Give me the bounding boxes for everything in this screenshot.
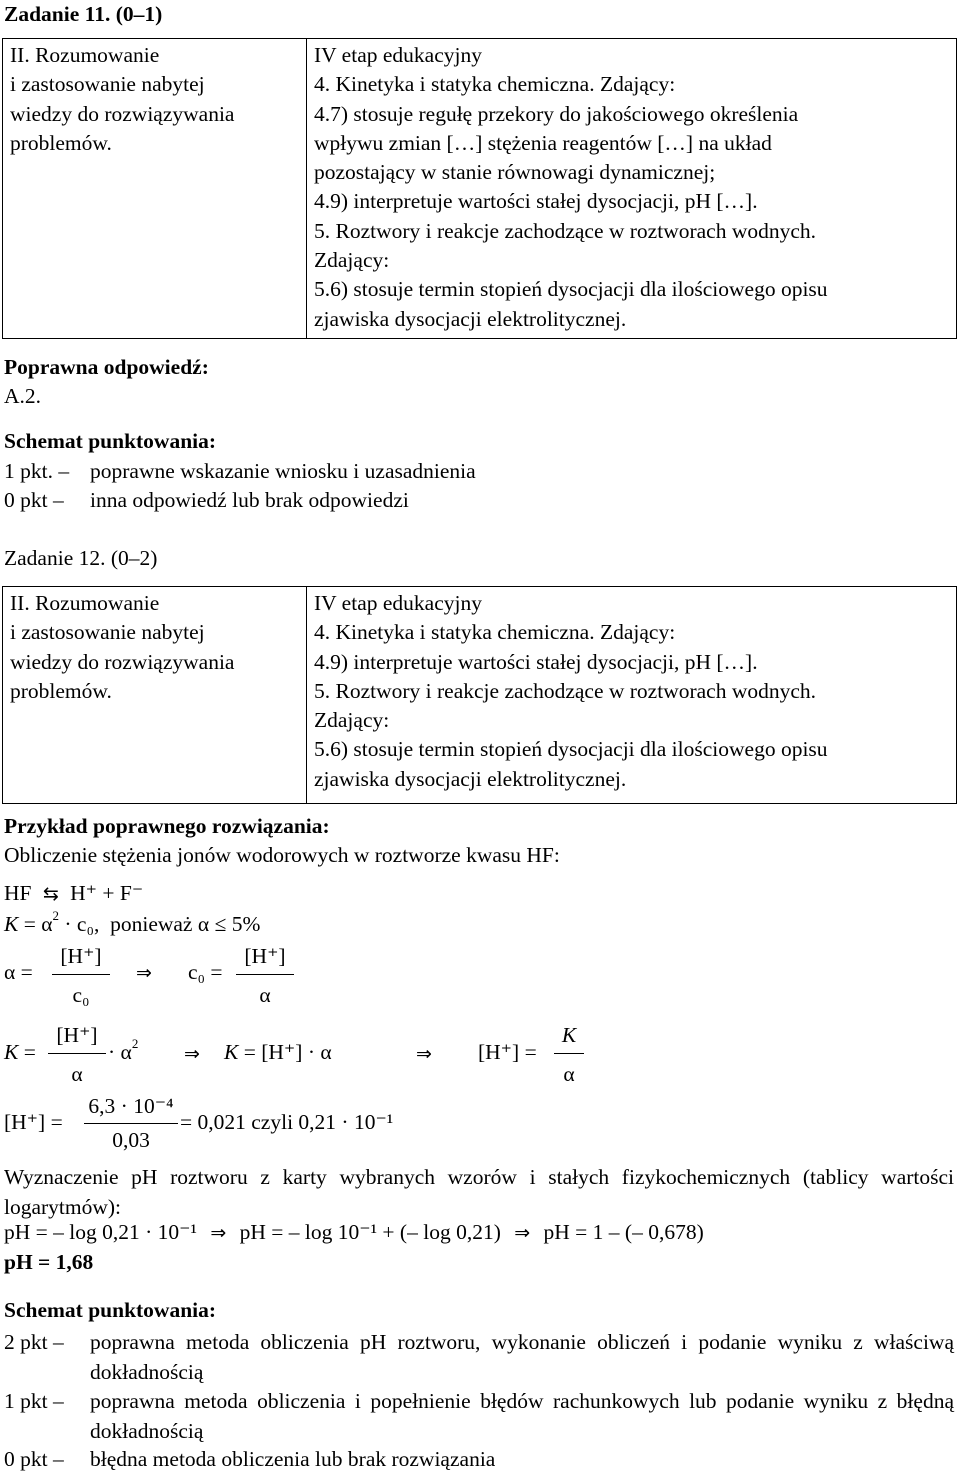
task11-curriculum-line: zjawiska dysocjacji elektrolitycznej. (314, 306, 627, 331)
task11-skill-line: wiedzy do rozwiązywania (10, 101, 235, 126)
c0-equation: c₀ = (188, 960, 223, 984)
task12-scheme-label: Schemat punktowania: (4, 1298, 217, 1322)
scheme-text: poprawna metoda obliczenia pH roztworu, wykonanie obliczeń i podanie wyniku z właściwą dokładnością (90, 1330, 954, 1384)
implies-arrow-icon: ⇒ (136, 962, 152, 984)
percent-value: 5% (231, 912, 261, 936)
scheme-points: 0 pkt – (4, 1447, 64, 1471)
fraction-bar (52, 974, 110, 975)
task12-curriculum-line: 4. Kinetyka i statyka chemiczna. Zdający: (314, 620, 676, 645)
task11-skill-line: problemów. (10, 130, 112, 155)
scheme-points: 2 pkt – (4, 1330, 64, 1354)
task11-curriculum-line: 5. Roztwory i reakcje zachodzące w roztworach wodnych. (314, 218, 817, 243)
task12-curriculum-line: IV etap edukacyjny (314, 591, 482, 615)
ph-step: pH = – log 0,21 · 10⁻¹ (4, 1220, 197, 1244)
fraction-denominator: α (71, 1062, 83, 1086)
h-plus-calc: [H⁺] = (4, 1110, 63, 1134)
result-value: 0,021 czyli 0,21 · 10⁻¹ (197, 1110, 394, 1134)
k-simplified: K = [H⁺] · α (224, 1040, 332, 1064)
task12-curriculum-line: 5. Roztwory i reakcje zachodzące w roztworach wodnych. (314, 678, 817, 703)
alpha-symbol: α (120, 1040, 132, 1064)
fraction-bar (48, 1053, 106, 1054)
task11-curriculum-line: wpływu zmian […] stężenia reagentów […] na układ (314, 130, 772, 155)
dissociation-products: H⁺ + F⁻ (70, 881, 144, 905)
task12-requirements-table (2, 586, 957, 804)
fraction-bar (236, 974, 294, 975)
fraction-numerator: [H⁺] (60, 944, 102, 968)
k-symbol: K (224, 1040, 239, 1064)
task11-scheme-row (4, 488, 409, 513)
ostwald-law: $K = \alpha^2 \cdot c_0$, ponieważ α ≤ 5% (4, 908, 261, 936)
task12-scheme-row (4, 1445, 954, 1475)
implies-arrow-icon: ⇒ (416, 1043, 432, 1065)
scheme-text: błędna metoda obliczenia lub brak rozwiązania (90, 1447, 496, 1471)
fraction-bar (554, 1053, 584, 1054)
scheme-text: poprawna metoda obliczenia i popełnienie błędów rachunkowych lub podanie wyniku z błędną dokładnością (90, 1389, 954, 1443)
c0-symbol: c₀ (76, 912, 94, 936)
task11-curriculum-line: IV etap edukacyjny (314, 43, 482, 67)
fraction-bar (84, 1123, 178, 1124)
because-word: ponieważ (110, 912, 193, 936)
task12-skill-line: problemów. (10, 678, 112, 703)
fraction-numerator: [H⁺] (56, 1023, 98, 1047)
ph-step: pH = – log 10⁻¹ + (– log 0,21) (239, 1220, 501, 1244)
fraction-numerator: 6,3 · 10⁻⁴ (88, 1094, 174, 1118)
alpha-equation: α = (4, 960, 33, 984)
task12-curriculum-cell (307, 587, 957, 804)
ph-step: pH = 1 – (– 0,678) (543, 1220, 704, 1244)
task11-requirements-table (2, 38, 957, 339)
task12-curriculum-line: 5.6) stosuje termin stopień dysocjacji dla ilościowego opisu (314, 737, 828, 762)
task11-skill-line: II. Rozumowanie (10, 43, 160, 67)
task11-answer: A.2. (4, 384, 42, 408)
task11-curriculum-line: 4.9) interpretuje wartości stałej dysocjacji, pH […]. (314, 189, 758, 214)
h-plus-symbol: [H⁺] (261, 1040, 303, 1064)
implies-arrow-icon: ⇒ (210, 1222, 227, 1244)
k-symbol: K (561, 1023, 577, 1047)
k-symbol: K (4, 912, 19, 936)
task12-example-label: Przykład poprawnego rozwiązania: (4, 814, 330, 838)
scheme-points: 1 pkt – (4, 1389, 64, 1413)
h-plus-symbol: [H⁺] (478, 1040, 520, 1064)
task12-scheme-row (4, 1328, 954, 1387)
task11-skill-line: i zastosowanie nabytej (10, 72, 205, 97)
fraction-numerator (554, 1023, 584, 1048)
task12-skill-line: wiedzy do rozwiązywania (10, 649, 235, 674)
task12-skill-line: II. Rozumowanie (10, 591, 160, 615)
fraction-numerator: [H⁺] (244, 944, 286, 968)
scheme-points: 0 pkt – (4, 488, 64, 512)
alpha-symbol: α (41, 912, 53, 936)
h-plus-symbol: [H⁺] (4, 1110, 46, 1134)
fraction-denominator: α (259, 983, 271, 1007)
task12-skill-line: i zastosowanie nabytej (10, 620, 205, 645)
task12-scheme-row (4, 1387, 954, 1446)
alpha-symbol: α (197, 912, 210, 936)
hf-formula: HF (4, 881, 32, 905)
k-symbol: K (4, 1040, 19, 1064)
implies-arrow-icon: ⇒ (184, 1043, 200, 1065)
scheme-text: poprawne wskazanie wniosku i uzasadnienia (90, 459, 476, 483)
fraction-denominator: 0,03 (112, 1128, 150, 1152)
task11-skill-cell (3, 39, 307, 339)
hf-equilibrium (4, 881, 143, 906)
task11-curriculum-line: 4. Kinetyka i statyka chemiczna. Zdający: (314, 72, 676, 97)
fraction-denominator: c₀ (72, 983, 90, 1007)
task12-curriculum-line: 4.9) interpretuje wartości stałej dysocjacji, pH […]. (314, 649, 758, 674)
task11-curriculum-line: pozostający w stanie równowagi dynamicznej; (314, 160, 716, 185)
equilibrium-arrows-icon: ⇆ (42, 883, 59, 905)
scheme-points: 1 pkt. – (4, 459, 70, 483)
task11-scheme-label: Schemat punktowania: (4, 429, 217, 453)
ph-result: pH = 1,68 (4, 1250, 94, 1274)
task11-curriculum-line: 4.7) stosuje regułę przekory do jakościowego określenia (314, 101, 799, 126)
implies-arrow-icon: ⇒ (514, 1222, 531, 1244)
alpha-symbol: α (4, 960, 16, 984)
task12-example-intro: Obliczenie stężenia jonów wodorowych w roztworze kwasu HF: (4, 843, 560, 867)
task12-curriculum-line: zjawiska dysocjacji elektrolitycznej. (314, 766, 627, 791)
ph-intro: Wyznaczenie pH roztworu z karty wybranych wzorów i stałych fizykochemicznych (tablicy wartości logarytmów): (4, 1165, 954, 1219)
c0-symbol: c₀ (188, 960, 206, 984)
k-equation: K = (4, 1040, 36, 1064)
task11-curriculum-line: 5.6) stosuje termin stopień dysocjacji dla ilościowego opisu (314, 277, 828, 302)
task11-curriculum-line: Zdający: (314, 248, 390, 273)
fraction-denominator: α (563, 1062, 575, 1086)
task12-skill-cell (3, 587, 307, 804)
task11-title: Zadanie 11. (0–1) (4, 2, 163, 26)
h-plus-equation: [H⁺] = (478, 1040, 537, 1064)
task12-title: Zadanie 12. (0–2) (4, 546, 158, 570)
task12-curriculum-line: Zdający: (314, 708, 390, 733)
task11-answer-label: Poprawna odpowiedź: (4, 355, 209, 379)
ph-steps (4, 1220, 704, 1245)
h-plus-result: = 0,021 czyli 0,21 · 10⁻¹ (180, 1110, 394, 1134)
scheme-text: inna odpowiedź lub brak odpowiedzi (90, 488, 409, 512)
task11-scheme-row (4, 459, 476, 484)
task11-curriculum-cell (307, 39, 957, 339)
alpha-squared: · $\alpha^2$ (108, 1036, 139, 1064)
alpha-symbol: α (320, 1040, 332, 1064)
